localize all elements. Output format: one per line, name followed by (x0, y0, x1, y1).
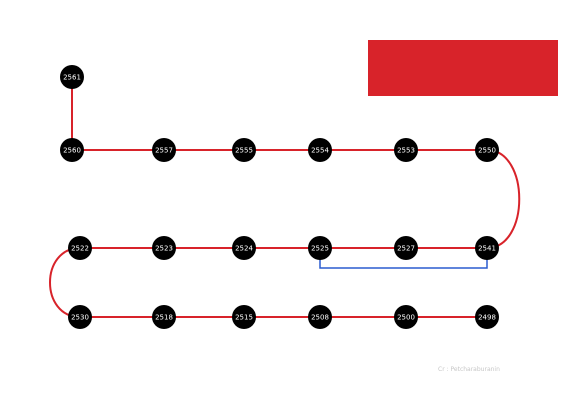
timeline-node-2525 (308, 236, 332, 260)
timeline-node-year: 2555 (235, 146, 253, 155)
timeline-node-year: 2557 (155, 146, 173, 155)
timeline-node-year: 2527 (397, 244, 415, 253)
image-credit: Cr : Petcharaburanin (438, 366, 500, 373)
timeline-node-year: 2530 (71, 313, 89, 322)
timeline-node-year: 2508 (311, 313, 329, 322)
timeline-node-2557 (152, 138, 176, 162)
timeline-node-year: 2560 (63, 146, 81, 155)
timeline-node-year: 2541 (478, 244, 496, 253)
timeline-node-year: 2524 (235, 244, 253, 253)
timeline-node-year: 2500 (397, 313, 415, 322)
timeline-node-2550 (475, 138, 499, 162)
timeline-node-2530 (68, 305, 92, 329)
timeline-node-2560 (60, 138, 84, 162)
timeline-node-year: 2550 (478, 146, 496, 155)
timeline-node-2515 (232, 305, 256, 329)
timeline-node-year: 2498 (478, 313, 496, 322)
timeline-connector-curve-right (487, 150, 519, 248)
timeline-node-2522 (68, 236, 92, 260)
timeline-node-year: 2561 (63, 73, 81, 82)
timeline-node-year: 2515 (235, 313, 253, 322)
timeline-node-2554 (308, 138, 332, 162)
timeline-node-2508 (308, 305, 332, 329)
timeline-node-2498 (475, 305, 499, 329)
timeline-node-2500 (394, 305, 418, 329)
timeline-node-2518 (152, 305, 176, 329)
timeline-node-year: 2518 (155, 313, 173, 322)
timeline-node-year: 2553 (397, 146, 415, 155)
timeline-node-2561 (60, 65, 84, 89)
timeline-node-year: 2554 (311, 146, 329, 155)
timeline-node-2527 (394, 236, 418, 260)
timeline-node-2553 (394, 138, 418, 162)
timeline-node-2523 (152, 236, 176, 260)
timeline-node-year: 2525 (311, 244, 329, 253)
timeline-node-year: 2522 (71, 244, 89, 253)
timeline-node-2541 (475, 236, 499, 260)
timeline-node-2555 (232, 138, 256, 162)
timeline-node-year: 2523 (155, 244, 173, 253)
timeline-node-2524 (232, 236, 256, 260)
